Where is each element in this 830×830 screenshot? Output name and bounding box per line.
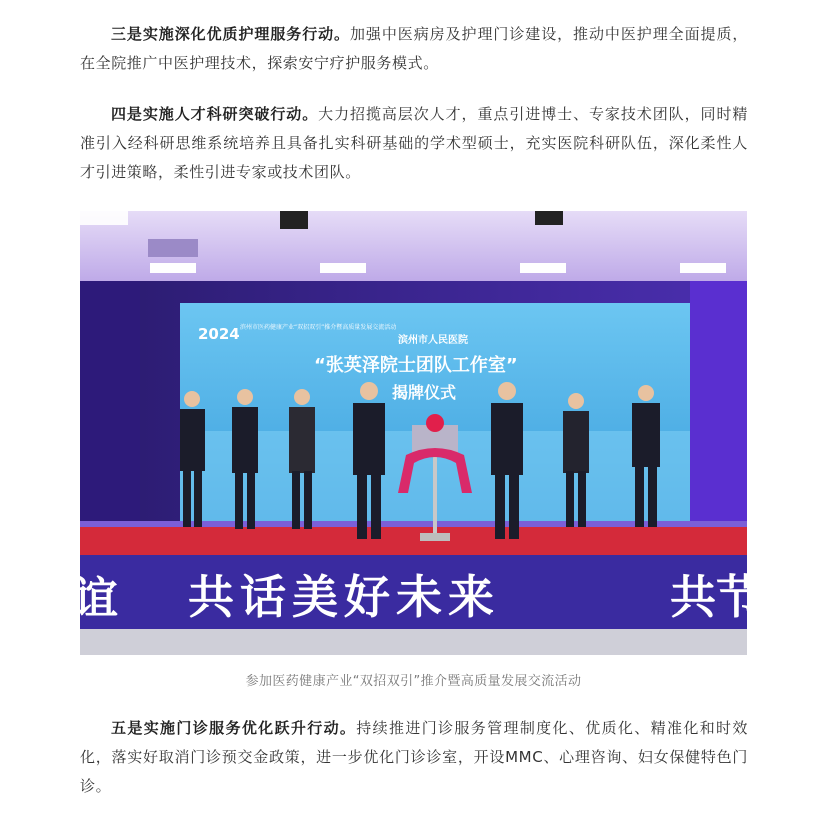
screen-title: “张英泽院士团队工作室” [314,355,518,376]
paragraph-5 [80,714,748,801]
paragraph-4 [80,100,748,187]
paragraph-lead: 三是实施深化优质护理服务行动。 [111,25,350,43]
screen-hospital: 滨州市人民医院 [398,335,468,346]
screen-small-text: 滨州市医药健康产业“双招双引”推介暨高质量发展交流活动 [240,324,397,331]
paragraph-body: 加强中医病房及护理门诊建设，推动中医护理全面提质，在全院推广中医护理技术，探索安宁疗护服务模式。 [80,25,748,72]
paragraph-body: 大力招揽高层次人才，重点引进博士、专家技术团队，同时精准引入经科研思维系统培养且具备扎实科研基础的学术型硕士，充实医院科研队伍，深化柔性人才引进策略，柔性引进专家或技术团队。 [80,105,748,181]
speaker [280,211,308,229]
paragraph-body: 持续推进门诊服务管理制度化、优质化、精准化和时效化，落实好取消门诊预交金政策，进一步优化门诊诊室，开设MMC、心理咨询、妇女保健特色门诊。 [80,719,748,795]
banner-left: 谊 [74,573,118,624]
stage-banner [74,555,762,655]
event-photo [74,211,762,655]
paragraph-3 [80,20,748,78]
screen-subtitle: 揭牌仪式 [392,383,457,402]
paragraph-lead: 四是实施人才科研突破行动。 [111,105,319,123]
paragraph-lead: 五是实施门诊服务优化跃升行动。 [111,719,357,737]
screen-year: 2024 [198,325,240,343]
banner-right: 共节 [670,570,762,624]
banner-main: 共话美好未来 [188,570,500,624]
photo-caption: 参加医药健康产业“双招双引”推介暨高质量发展交流活动 [245,674,582,689]
